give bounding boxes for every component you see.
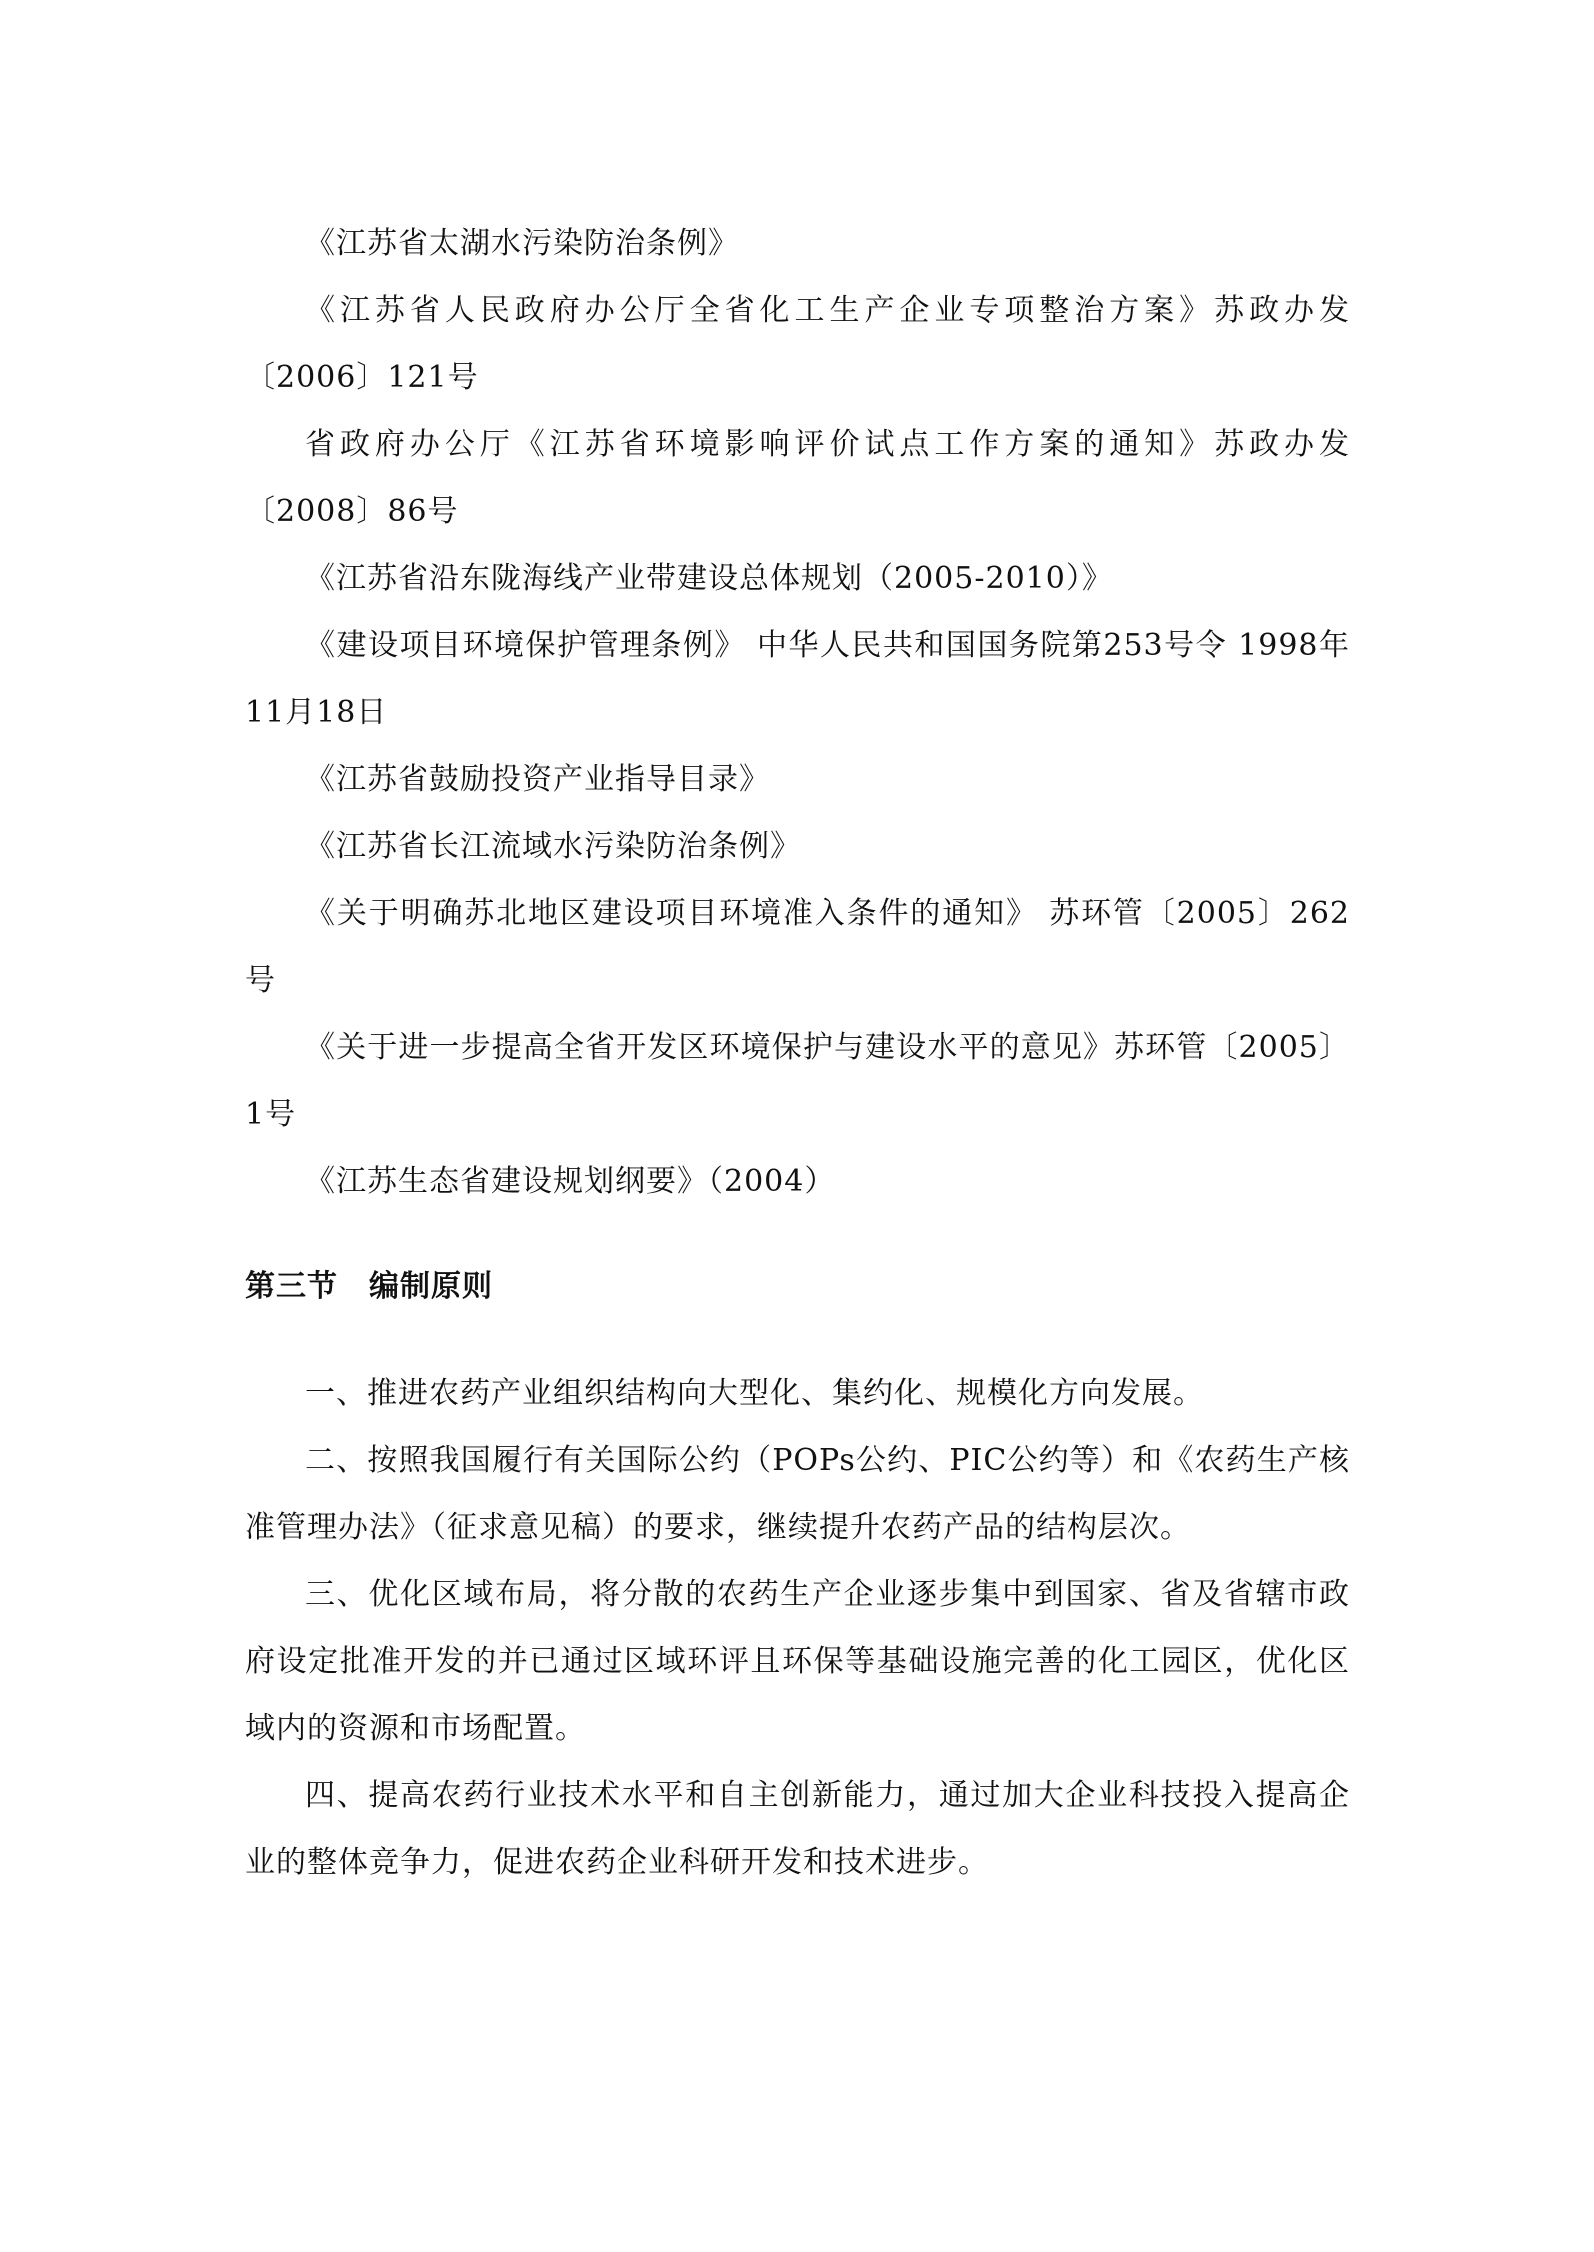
reference-item: 《关于进一步提高全省开发区环境保护与建设水平的意见》苏环管〔2005〕1号 <box>245 1030 1350 1132</box>
reference-item: 《江苏省人民政府办公厅全省化工生产企业专项整治方案》苏政办发〔2006〕121号 <box>245 293 1350 395</box>
principle-paragraph: 三、优化区域布局，将分散的农药生产企业逐步集中到国家、省及省辖市政府设定批准开发的并已通过区域环评且环保等基础设施完善的化工园区，优化区域内的资源和市场配置。 <box>245 1577 1350 1746</box>
reference-item: 《江苏省沿东陇海线产业带建设总体规划（2005-2010）》 <box>305 561 1113 596</box>
reference-item: 《江苏省太湖水污染防治条例》 <box>305 226 739 261</box>
principle-paragraph: 四、提高农药行业技术水平和自主创新能力，通过加大企业科技投入提高企业的整体竞争力，促进农药企业科研开发和技术进步。 <box>245 1778 1350 1880</box>
principles-list <box>245 1360 1350 1896</box>
principle-paragraph: 二、按照我国履行有关国际公约（POPs公约、PIC公约等）和《农药生产核准管理办法》（征求意见稿）的要求，继续提升农药产品的结构层次。 <box>245 1443 1350 1545</box>
page-content <box>245 210 1350 1896</box>
reference-item: 《江苏省鼓励投资产业指导目录》 <box>305 762 770 797</box>
reference-item: 《关于明确苏北地区建设项目环境准入条件的通知》 苏环管〔2005〕262号 <box>245 896 1350 998</box>
reference-item: 《江苏生态省建设规划纲要》（2004） <box>305 1164 836 1199</box>
reference-item: 省政府办公厅《江苏省环境影响评价试点工作方案的通知》苏政办发〔2008〕86号 <box>245 427 1350 529</box>
reference-list <box>245 210 1350 1215</box>
reference-item: 《建设项目环境保护管理条例》 中华人民共和国国务院第253号令 1998年11月18日 <box>245 628 1350 730</box>
principle-paragraph: 一、推进农药产业组织结构向大型化、集约化、规模化方向发展。 <box>305 1376 1204 1411</box>
section-heading: 第三节 编制原则 <box>245 1269 493 1304</box>
reference-item: 《江苏省长江流域水污染防治条例》 <box>305 829 801 864</box>
